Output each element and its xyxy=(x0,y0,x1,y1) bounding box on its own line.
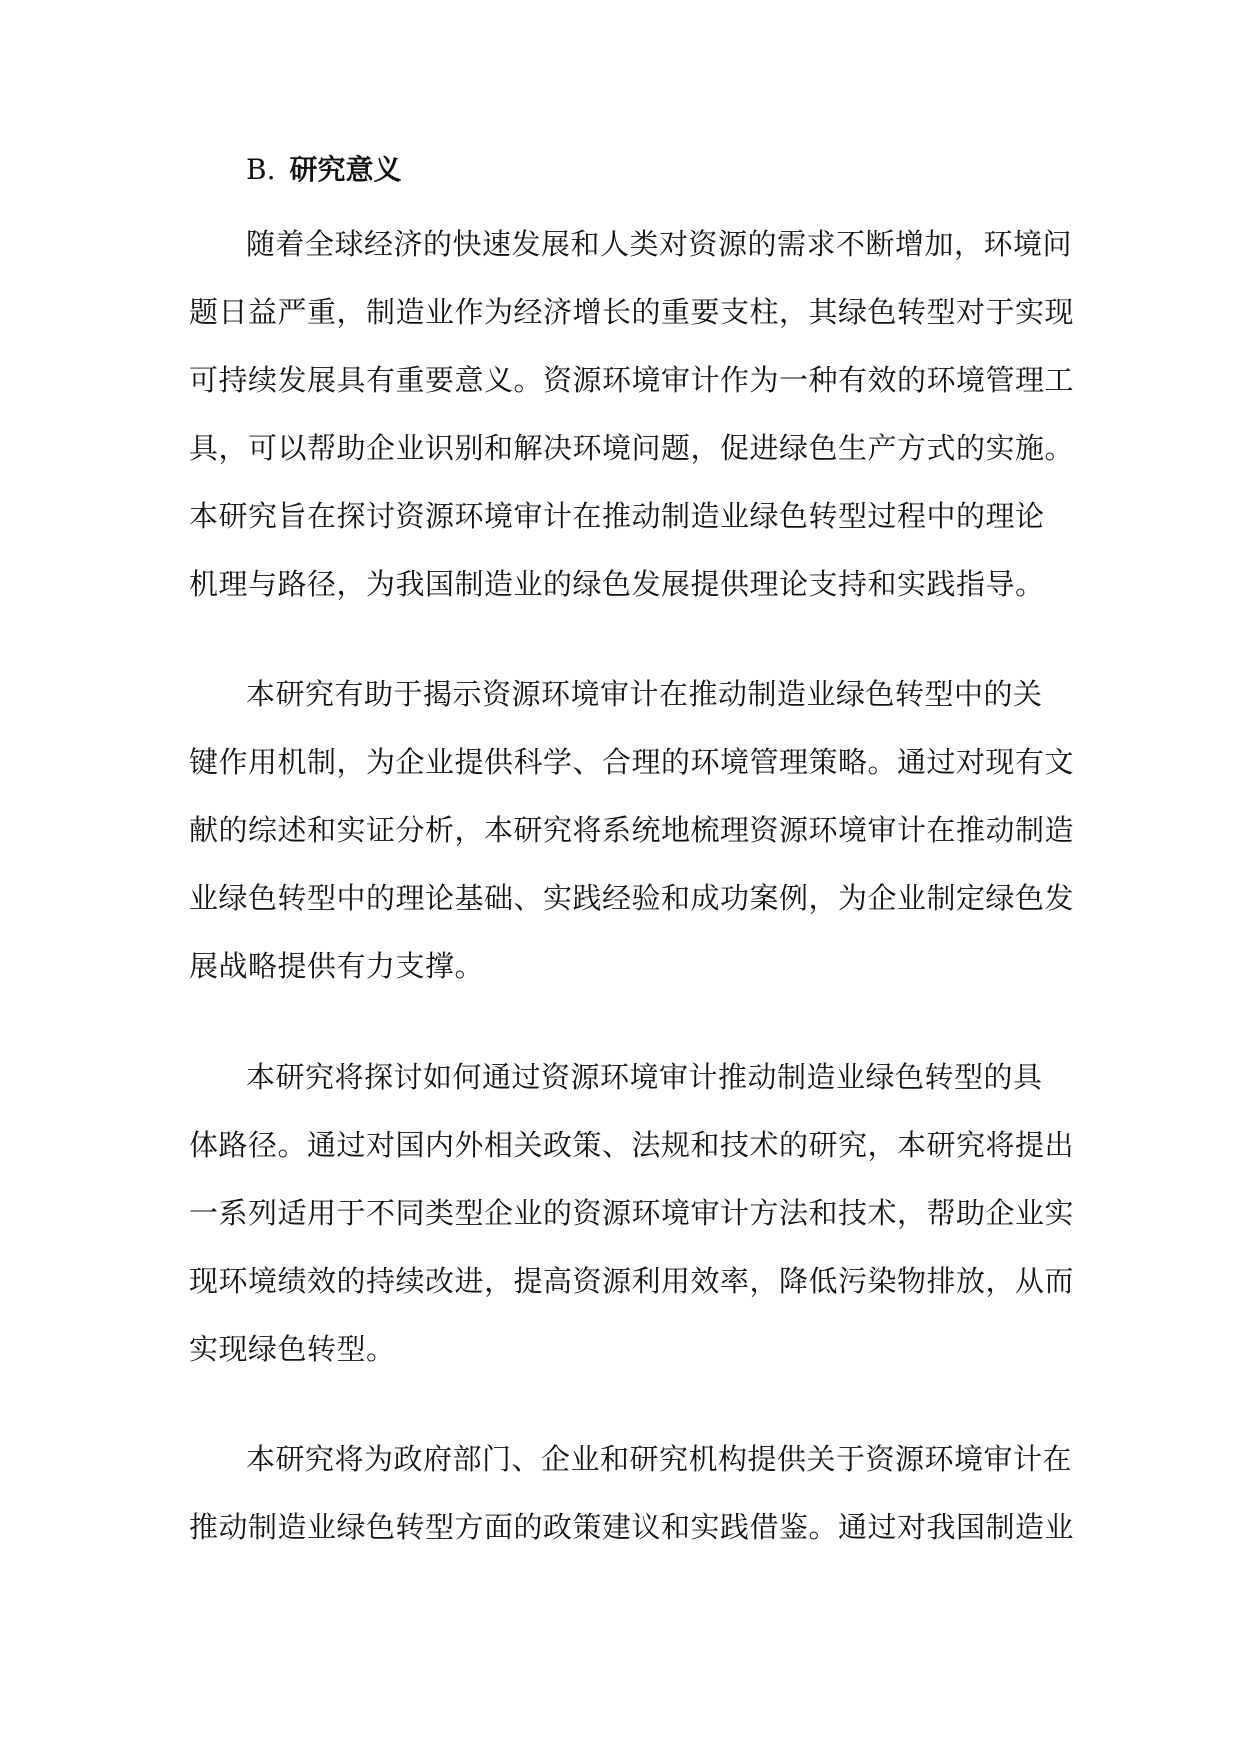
paragraph-3-line-3: 一系列适用于不同类型企业的资源环境审计方法和技术，帮助企业实 xyxy=(189,1196,1075,1230)
paragraph-3-line-2: 体路径。通过对国内外相关政策、法规和技术的研究，本研究将提出 xyxy=(189,1128,1075,1162)
paragraph-2-line-3: 献的综述和实证分析，本研究将系统地梳理资源环境审计在推动制造 xyxy=(189,813,1075,847)
paragraph-1-line-1: 随着全球经济的快速发展和人类对资源的需求不断增加，环境问 xyxy=(246,227,1073,261)
section-title: 研究意义 xyxy=(289,153,402,186)
paragraph-1-line-2: 题日益严重，制造业作为经济增长的重要支柱，其绿色转型对于实现 xyxy=(189,295,1075,329)
paragraph-1-line-5: 本研究旨在探讨资源环境审计在推动制造业绿色转型过程中的理论 xyxy=(189,499,1045,533)
paragraph-3-line-1: 本研究将探讨如何通过资源环境审计推动制造业绿色转型的具 xyxy=(246,1060,1043,1094)
section-number: B. xyxy=(246,153,276,186)
paragraph-2-line-1: 本研究有助于揭示资源环境审计在推动制造业绿色转型中的关 xyxy=(246,677,1043,711)
paragraph-4-line-2: 推动制造业绿色转型方面的政策建议和实践借鉴。通过对我国制造业 xyxy=(189,1510,1075,1544)
paragraph-2-line-5: 展战略提供有力支撑。 xyxy=(189,949,485,983)
paragraph-1-line-3: 可持续发展具有重要意义。资源环境审计作为一种有效的环境管理工 xyxy=(189,363,1075,397)
paragraph-4-line-1: 本研究将为政府部门、企业和研究机构提供关于资源环境审计在 xyxy=(246,1442,1073,1476)
paragraph-2-line-4: 业绿色转型中的理论基础、实践经验和成功案例，为企业制定绿色发 xyxy=(189,881,1075,915)
paragraph-3-line-5: 实现绿色转型。 xyxy=(189,1332,396,1366)
paragraph-1-line-4: 具，可以帮助企业识别和解决环境问题，促进绿色生产方式的实施。 xyxy=(189,431,1075,465)
paragraph-3-line-4: 现环境绩效的持续改进，提高资源利用效率，降低污染物排放，从而 xyxy=(189,1264,1075,1298)
paragraph-1-line-6: 机理与路径，为我国制造业的绿色发展提供理论支持和实践指导。 xyxy=(189,567,1045,601)
paragraph-2-line-2: 键作用机制，为企业提供科学、合理的环境管理策略。通过对现有文 xyxy=(189,745,1075,779)
section-heading xyxy=(246,150,402,190)
